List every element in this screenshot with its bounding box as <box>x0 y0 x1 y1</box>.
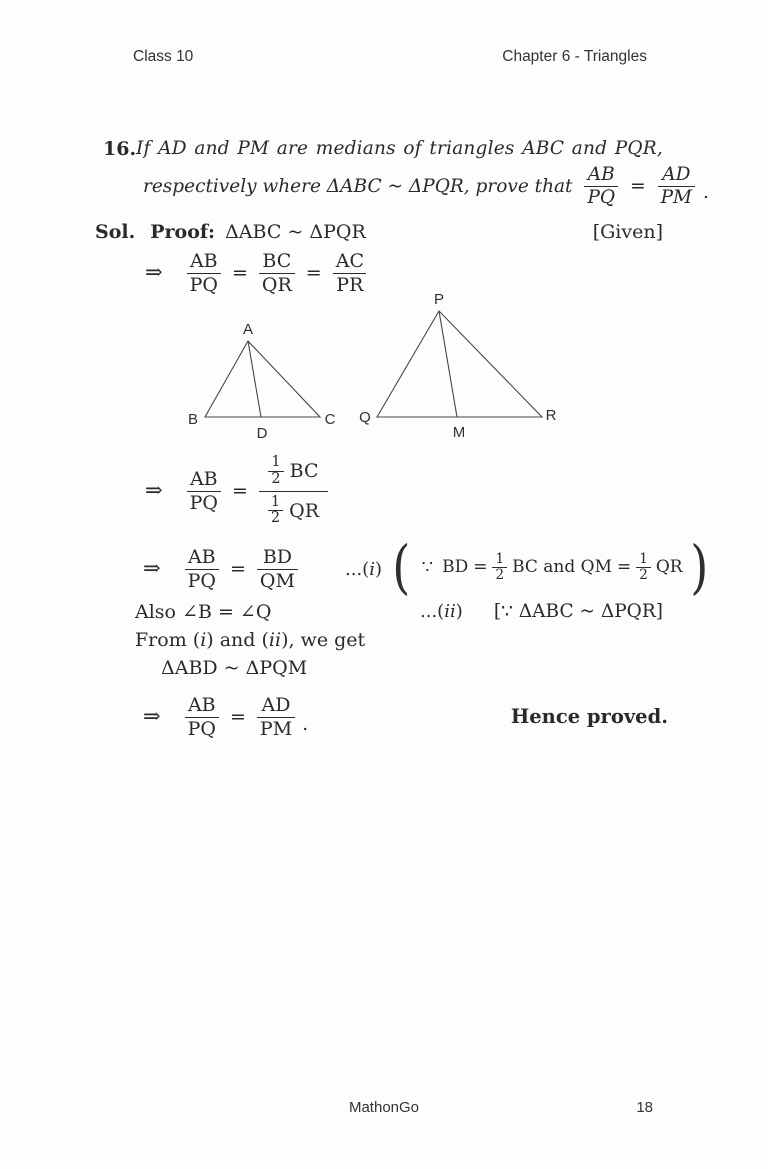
reason-bd: BD <box>442 557 469 577</box>
also-statement: Also ∠B = ∠Q <box>135 601 272 623</box>
question-number: 16. <box>103 138 137 160</box>
fraction-ab-pq: $\frac{AB}{PQ}$ <box>185 546 219 592</box>
point-label-d: D <box>256 425 268 442</box>
period: . <box>703 182 709 203</box>
triangle-diagram <box>150 288 580 446</box>
triangle-pqr-outline <box>377 311 542 417</box>
equation-3 <box>143 543 298 595</box>
vertex-label-p: P <box>433 291 445 308</box>
one-half-fraction: $\frac{1}{2}$ <box>636 552 651 583</box>
vertex-label-c: C <box>324 411 336 428</box>
reason-bracket: [∵ ΔABC ~ ΔPQR] <box>493 601 663 622</box>
fraction-ab-pq: $\frac{AB}{PQ}$ <box>185 694 219 740</box>
period: . <box>302 713 309 735</box>
complex-numerator <box>259 452 327 491</box>
proof-label: Proof: <box>150 221 216 243</box>
footer-brand: MathonGo <box>348 1099 420 1116</box>
equals-sign: = <box>630 175 646 197</box>
proof-statement: ΔABC ~ ΔPQR <box>225 221 366 243</box>
triangle-abc-outline <box>205 341 320 417</box>
equals-sign: = <box>231 262 248 284</box>
equals-sign: = <box>229 558 246 580</box>
question-line2 <box>143 163 709 209</box>
triangle-abc <box>188 321 336 442</box>
equals-sign: = <box>473 557 488 577</box>
question-line2-text: respectively where ΔABC ~ ΔPQR, prove that <box>143 175 573 197</box>
fraction-bd-qm: $\frac{BD}{QM}$ <box>257 546 298 592</box>
equation-2 <box>145 444 328 538</box>
vertex-label-b: B <box>187 411 199 428</box>
hence-proved: Hence proved. <box>510 705 668 728</box>
sol-label: Sol. <box>95 221 136 243</box>
fraction-ab-pq: $\frac{AB}{PQ}$ <box>584 164 618 209</box>
header-class: Class 10 <box>133 48 194 65</box>
reason-parenthetical <box>390 532 710 601</box>
reason-bc-and-qm: BC and QM <box>512 557 612 577</box>
equals-sign: = <box>617 557 632 577</box>
equation-ref-i: ...(i) <box>345 559 382 580</box>
vertex-label-r: R <box>545 407 557 424</box>
header-chapter: Chapter 6 - Triangles <box>502 48 647 65</box>
from-statement: From (i) and (ii), we get <box>135 629 366 651</box>
numerator-label: BC <box>289 460 319 483</box>
implies-arrow: ⇒ <box>145 260 163 284</box>
solution-header-row <box>95 221 663 243</box>
vertex-label-q: Q <box>359 409 371 426</box>
point-label-m: M <box>452 424 466 441</box>
fraction-ac-pr: $\frac{AC}{PR}$ <box>333 250 367 296</box>
complex-fraction <box>259 452 328 531</box>
triangle-pqr <box>359 291 556 441</box>
fraction-ad-pm: $\frac{AD}{PM}$ <box>658 164 695 209</box>
implies-arrow: ⇒ <box>143 556 161 580</box>
one-half-fraction: $\frac{1}{2}$ <box>492 552 507 583</box>
implies-arrow: ⇒ <box>143 704 161 728</box>
implies-arrow: ⇒ <box>145 478 163 502</box>
big-paren-close: ) <box>689 532 708 601</box>
footer-page-number: 18 <box>636 1099 653 1116</box>
because-symbol: ∵ <box>421 556 434 578</box>
equals-sign: = <box>305 262 322 284</box>
fraction-ab-pq: $\frac{AB}{PQ}$ <box>187 250 221 296</box>
big-paren-open: ( <box>392 532 411 601</box>
one-half-fraction: 1 2 <box>268 455 283 488</box>
equals-sign: = <box>231 480 248 502</box>
question-line1: If AD and PM are medians of triangles ABC and PQR, <box>136 138 663 159</box>
equation-4 <box>143 693 308 741</box>
vertex-label-a: A <box>242 321 254 338</box>
one-half-fraction: 1 2 <box>268 495 283 528</box>
complex-denominator <box>259 491 328 531</box>
equals-sign: = <box>229 706 246 728</box>
fraction-ab-pq: $\frac{AB}{PQ}$ <box>187 468 221 514</box>
reason-qr: QR <box>655 557 683 577</box>
given-tag: [Given] <box>592 221 663 243</box>
denominator-label: QR <box>289 499 320 522</box>
similarity-statement: ΔABD ~ ΔPQM <box>161 657 308 679</box>
equation-ref-ii: ...(ii) <box>420 601 463 622</box>
fraction-bc-qr: $\frac{BC}{QR}$ <box>259 250 295 296</box>
fraction-ad-pm: $\frac{AD}{PM}$ <box>257 694 295 740</box>
